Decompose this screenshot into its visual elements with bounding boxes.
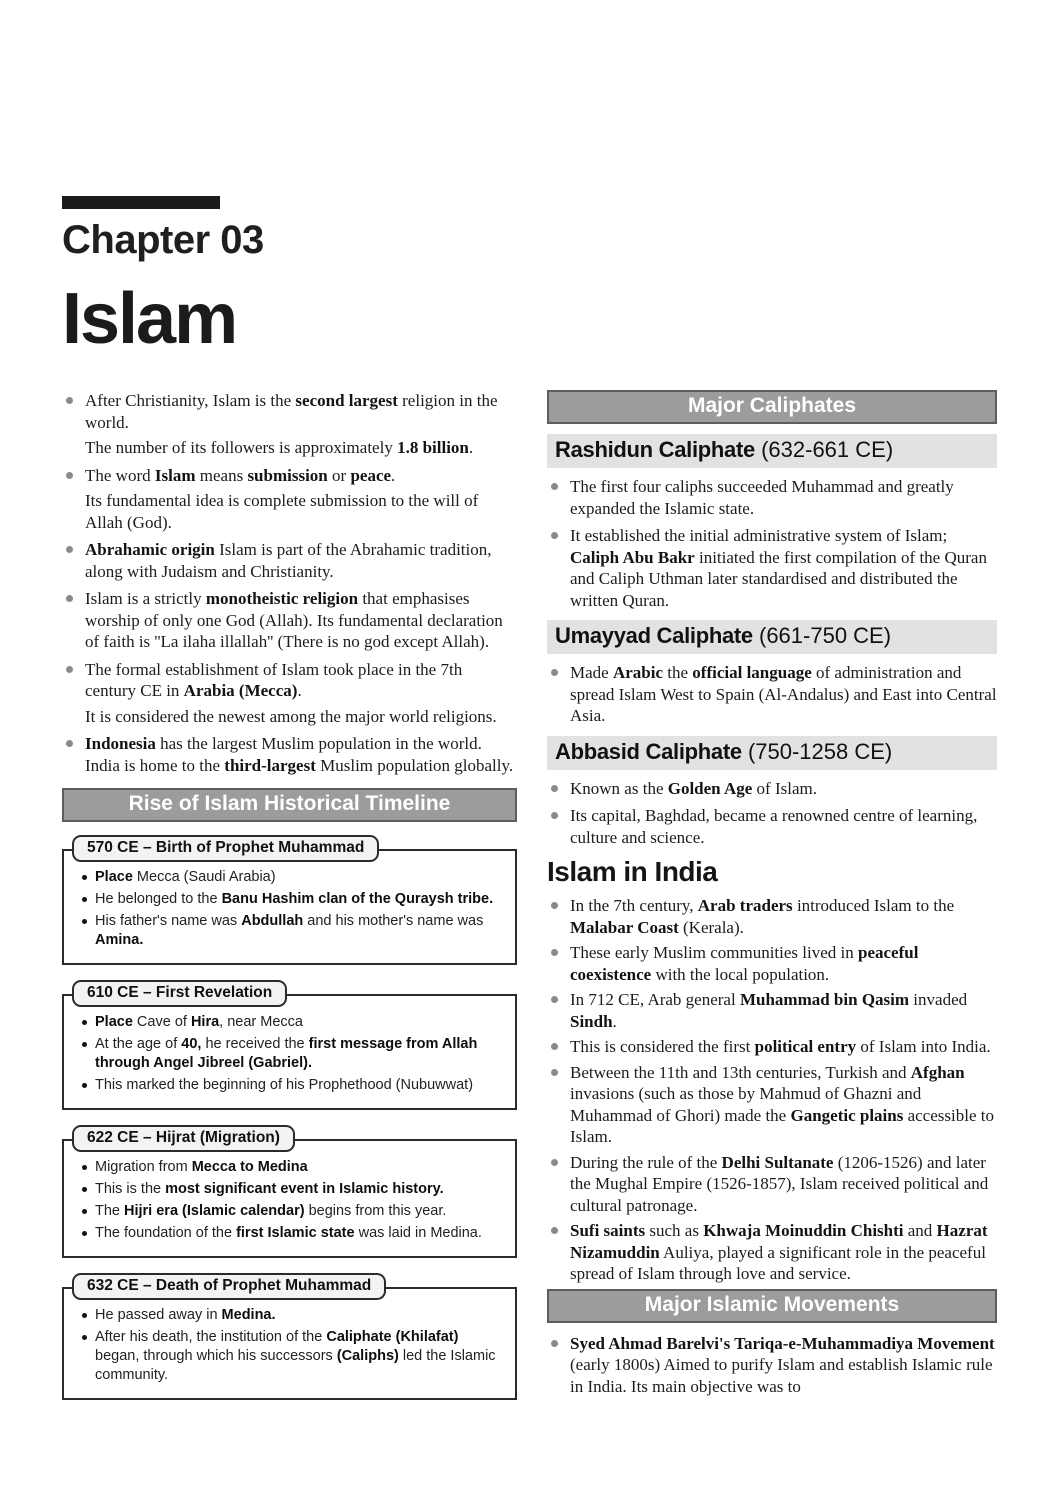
movements-list bbox=[547, 1333, 997, 1398]
right-column bbox=[547, 390, 997, 1403]
subhead-abbasid: Abbasid Caliphate (750-1258 CE) bbox=[547, 736, 997, 770]
intro-list bbox=[62, 390, 517, 776]
timeline-item: Place Mecca (Saudi Arabia) bbox=[77, 868, 505, 887]
timeline-item: He passed away in Medina. bbox=[77, 1306, 505, 1325]
timeline-item: He belonged to the Banu Hashim clan of the Quraysh tribe. bbox=[77, 890, 505, 909]
umayyad-list bbox=[547, 662, 997, 727]
timeline-tab: 570 CE – Birth of Prophet Muhammad bbox=[72, 835, 379, 862]
timeline-list bbox=[77, 1158, 505, 1243]
timeline-item: At the age of 40, he received the first message from Allah through Angel Jibreel (Gabriel). bbox=[77, 1035, 505, 1073]
bullet-continuation: It is considered the newest among the major world religions. bbox=[85, 706, 497, 726]
list-item bbox=[547, 895, 997, 938]
bullet-text: Its capital, Baghdad, became a renowned centre of learning, culture and science. bbox=[570, 806, 978, 847]
bullet-text: During the rule of the Delhi Sultanate (1206-1526) and later the Mughal Empire (1526-1857), Islam received political and cultural patronage. bbox=[570, 1152, 989, 1215]
section-bar-caliphates: Major Caliphates bbox=[547, 390, 997, 424]
bullet-text: In 712 CE, Arab general Muhammad bin Qasim invaded Sindh. bbox=[570, 990, 968, 1031]
timeline-item: Place Cave of Hira, near Mecca bbox=[77, 1013, 505, 1032]
list-item bbox=[547, 942, 997, 985]
bullet-text: These early Muslim communities lived in peaceful coexistence with the local population. bbox=[570, 943, 919, 984]
timeline-item: This is the most significant event in Islamic history. bbox=[77, 1180, 505, 1199]
chapter-label: Chapter 03 bbox=[62, 218, 264, 262]
list-item bbox=[547, 805, 997, 848]
list-item bbox=[547, 1062, 997, 1148]
list-item bbox=[547, 662, 997, 727]
section-bar-timeline: Rise of Islam Historical Timeline bbox=[62, 788, 517, 822]
bullet-text: The word Islam means submission or peace. bbox=[85, 465, 396, 485]
bullet-text: Indonesia has the largest Muslim population in the world. India is home to the third-largest Muslim population globally. bbox=[85, 734, 514, 775]
content-columns bbox=[62, 390, 997, 1403]
timeline-tab: 622 CE – Hijrat (Migration) bbox=[72, 1125, 295, 1152]
timeline-tab: 632 CE – Death of Prophet Muhammad bbox=[72, 1273, 386, 1300]
timeline-item: His father's name was Abdullah and his mother's name was Amina. bbox=[77, 912, 505, 950]
bullet-continuation: Its fundamental idea is complete submission to the will of Allah (God). bbox=[85, 491, 479, 532]
list-item bbox=[547, 1220, 997, 1285]
bullet-text: Syed Ahmad Barelvi's Tariqa-e-Muhammadiya Movement (early 1800s) Aimed to purify Islam and establish Islamic rule in India. Its main objective was to bbox=[570, 1333, 995, 1396]
subhead-umayyad: Umayyad Caliphate (661-750 CE) bbox=[547, 620, 997, 654]
list-item bbox=[547, 1152, 997, 1217]
section-bar-movements: Major Islamic Movements bbox=[547, 1289, 997, 1323]
rashidun-list bbox=[547, 476, 997, 611]
left-column bbox=[62, 390, 517, 1400]
timeline-item: The Hijri era (Islamic calendar) begins from this year. bbox=[77, 1202, 505, 1221]
bullet-text: Known as the Golden Age of Islam. bbox=[570, 778, 817, 798]
timeline-box-610 bbox=[62, 984, 517, 1110]
timeline-item: This marked the beginning of his Prophethood (Nubuwwat) bbox=[77, 1076, 505, 1095]
list-item bbox=[547, 989, 997, 1032]
timeline-item: The foundation of the first Islamic state was laid in Medina. bbox=[77, 1224, 505, 1243]
timeline-box-622 bbox=[62, 1129, 517, 1258]
bullet-text: Sufi saints such as Khwaja Moinuddin Chishti and Hazrat Nizamuddin Auliya, played a significant role in the peaceful spread of Islam through love and service. bbox=[570, 1221, 988, 1283]
islam-in-india-heading: Islam in India bbox=[547, 856, 718, 887]
bullet-text: Islam is a strictly monotheistic religion that emphasises worship of only one God (Allah). Its fundamental declaration of faith is ''La ilaha illallah'' (There is no god except Allah). bbox=[85, 589, 503, 651]
bullet-text: After Christianity, Islam is the second largest religion in the world. bbox=[85, 391, 498, 432]
timeline-list bbox=[77, 1306, 505, 1385]
list-item bbox=[547, 476, 997, 519]
list-item bbox=[62, 465, 517, 534]
bullet-continuation: The number of its followers is approximately 1.8 billion. bbox=[85, 438, 474, 457]
list-item bbox=[62, 390, 517, 459]
bullet-text: The first four caliphs succeeded Muhammad and greatly expanded the Islamic state. bbox=[570, 477, 954, 518]
list-item bbox=[547, 778, 997, 800]
bullet-text: This is considered the first political entry of Islam into India. bbox=[570, 1037, 991, 1056]
list-item bbox=[547, 525, 997, 611]
list-item bbox=[62, 659, 517, 728]
timeline-item: Migration from Mecca to Medina bbox=[77, 1158, 505, 1177]
timeline-box-570 bbox=[62, 839, 517, 965]
abbasid-list bbox=[547, 778, 997, 849]
bullet-text: It established the initial administrative system of Islam; Caliph Abu Bakr initiated the first compilation of the Quran and Caliph Uthman later standardised and distributed the written Quran. bbox=[570, 526, 987, 610]
timeline-tab: 610 CE – First Revelation bbox=[72, 980, 287, 1007]
list-item bbox=[62, 733, 517, 776]
timeline-item: After his death, the institution of the Caliphate (Khilafat) began, through which his successors (Caliphs) led the Islamic community. bbox=[77, 1328, 505, 1385]
timeline-list bbox=[77, 1013, 505, 1095]
list-item bbox=[62, 539, 517, 582]
list-item bbox=[547, 1333, 997, 1398]
subhead-rashidun: Rashidun Caliphate (632-661 CE) bbox=[547, 434, 997, 468]
timeline-box-632 bbox=[62, 1277, 517, 1400]
bullet-text: Abrahamic origin Islam is part of the Abrahamic tradition, along with Judaism and Christianity. bbox=[85, 540, 492, 581]
list-item bbox=[547, 1036, 997, 1058]
page-title: Islam bbox=[62, 279, 237, 359]
bullet-text: Made Arabic the official language of administration and spread Islam West to Spain (Al-Andalus) and East into Central Asia. bbox=[570, 663, 997, 725]
islam-in-india-list bbox=[547, 895, 997, 1285]
chapter-rule bbox=[62, 196, 220, 209]
timeline-list bbox=[77, 868, 505, 950]
bullet-text: In the 7th century, Arab traders introduced Islam to the Malabar Coast (Kerala). bbox=[570, 896, 955, 937]
bullet-text: The formal establishment of Islam took place in the 7th century CE in Arabia (Mecca). bbox=[85, 659, 463, 700]
list-item bbox=[62, 588, 517, 653]
bullet-text: Between the 11th and 13th centuries, Turkish and Afghan invasions (such as those by Mahmud of Ghazni and Muhammad of Ghori) made the Gangetic plains accessible to Islam. bbox=[570, 1062, 994, 1146]
chapter-header bbox=[62, 196, 997, 357]
